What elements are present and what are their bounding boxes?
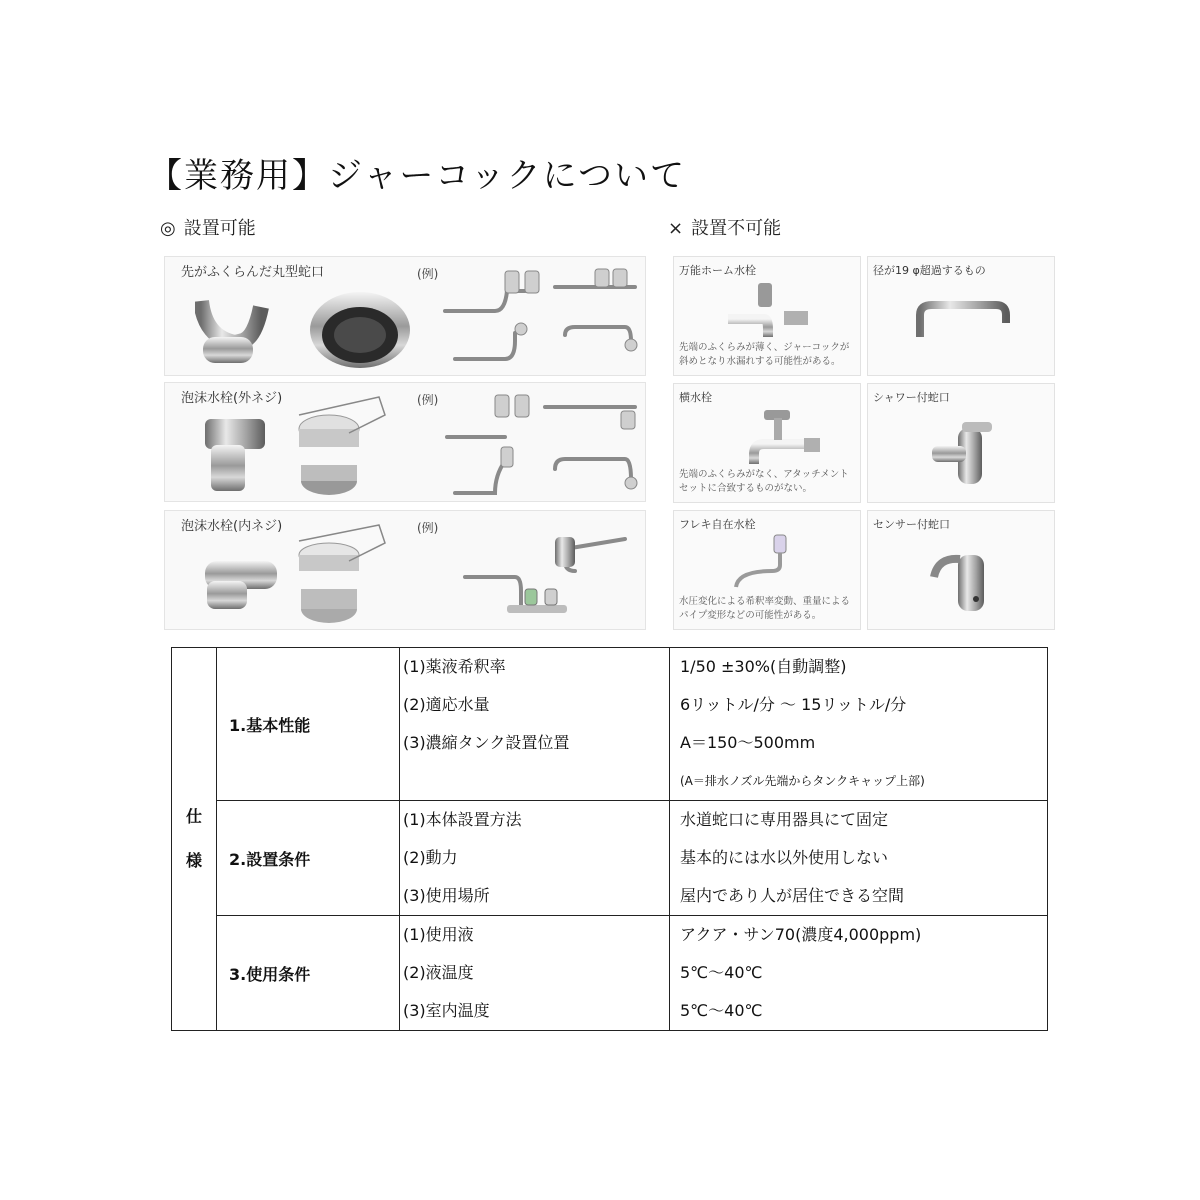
side-faucet-image (734, 406, 824, 466)
spec-value: 水道蛇口に専用器具にて固定 (680, 810, 889, 829)
cell-label: 万能ホーム水栓 (679, 264, 756, 277)
possible-heading-text: 設置可能 (183, 218, 256, 239)
impossible-cell-shower-faucet (867, 383, 1055, 503)
aerator-faucet-image (201, 413, 271, 497)
impossible-cell-side-faucet (673, 383, 861, 503)
panel-label: 泡沫水栓(外ネジ) (181, 391, 283, 406)
large-spout-image (914, 297, 1014, 347)
home-faucet-image (724, 279, 814, 339)
page-title: 【業務用】ジャーコックについて (148, 156, 686, 196)
spec-side-char-2: 様 (185, 851, 202, 870)
shower-faucet-image (928, 420, 998, 490)
spec-value: 屋内であり人が居住できる空間 (680, 886, 905, 905)
spec-value: 1/50 ±30%(自動調整) (680, 657, 847, 676)
spec-item-spacer (400, 762, 669, 800)
aerator-faucet-image (201, 547, 281, 617)
example-label: (例) (417, 393, 439, 407)
double-circle-icon: ◎ (160, 218, 176, 239)
spec-values (670, 916, 1048, 1031)
cell-label: 径が19 φ超過するもの (873, 264, 986, 277)
spec-values (670, 801, 1048, 916)
aerator-outer-thread-image (289, 393, 389, 497)
spec-row-installation (172, 801, 1048, 916)
cell-note: 先端のふくらみが薄く、ジャーコックが斜めとなり水漏れする可能性がある。 (679, 342, 850, 367)
spec-category: 1.基本性能 (217, 648, 400, 801)
example-label: (例) (417, 521, 439, 535)
round-spout-image (195, 297, 275, 369)
cell-label: センサー付蛇口 (873, 518, 950, 531)
spec-value-note: (A＝排水ノズル先端からタンクキャップ上部) (680, 774, 925, 788)
spec-item: (2)動力 (403, 848, 458, 867)
impossible-cell-large-diameter (867, 256, 1055, 376)
spec-values (670, 648, 1048, 801)
spec-side-char-1: 仕 (185, 807, 202, 826)
example-faucets-image (435, 389, 645, 501)
spec-value: 6リットル/分 ～ 15リットル/分 (680, 695, 907, 714)
round-spout-closeup-image (305, 287, 415, 373)
sensor-faucet-image (928, 547, 998, 617)
spec-value: 基本的には水以外使用しない (680, 848, 889, 867)
impossible-heading-text: 設置不可能 (691, 218, 782, 239)
spec-row-usage (172, 916, 1048, 1031)
cell-note: 先端のふくらみがなく、アタッチメントセットに合致するものがない。 (679, 469, 849, 494)
spec-item: (1)使用液 (403, 925, 474, 944)
spec-item: (3)使用場所 (403, 886, 490, 905)
spec-item: (1)本体設置方法 (403, 810, 522, 829)
cell-label: 横水栓 (679, 391, 712, 404)
flexible-faucet-image (730, 531, 810, 595)
spec-value: 5℃～40℃ (680, 963, 763, 982)
example-faucets-image (455, 531, 635, 627)
panel-label: 先がふくらんだ丸型蛇口 (181, 265, 325, 280)
cell-label: フレキ自在水栓 (679, 518, 756, 531)
spec-value: 5℃～40℃ (680, 1001, 763, 1020)
spec-items (400, 801, 670, 916)
spec-items (400, 916, 670, 1031)
spec-item: (3)室内温度 (403, 1001, 490, 1020)
spec-item: (1)薬液希釈率 (403, 657, 506, 676)
spec-items (400, 648, 670, 801)
cell-label: シャワー付蛇口 (873, 391, 950, 404)
example-faucets-image (435, 261, 645, 375)
panel-label: 泡沫水栓(内ネジ) (181, 519, 283, 534)
possible-panel-aerator-outer (164, 382, 646, 502)
spec-category: 2.設置条件 (217, 801, 400, 916)
impossible-cell-flexible-faucet (673, 510, 861, 630)
impossible-heading (668, 214, 781, 240)
possible-panel-round-faucet (164, 256, 646, 376)
spec-value: アクア・サン70(濃度4,000ppm) (680, 925, 922, 944)
spec-item: (2)液温度 (403, 963, 474, 982)
impossible-cell-sensor-faucet (867, 510, 1055, 630)
impossible-cell-home-faucet (673, 256, 861, 376)
spec-item: (2)適応水量 (403, 695, 490, 714)
cross-icon: × (668, 218, 684, 239)
spec-category: 3.使用条件 (217, 916, 400, 1031)
spec-table (171, 647, 1048, 1031)
cell-note: 水圧変化による希釈率変動、重量によるパイプ変形などの可能性がある。 (679, 596, 851, 621)
aerator-inner-thread-image (289, 521, 389, 625)
possible-heading (160, 214, 256, 240)
spec-item: (3)濃縮タンク設置位置 (403, 733, 570, 752)
spec-side-label (172, 648, 217, 1031)
possible-panel-aerator-inner (164, 510, 646, 630)
spec-value: A＝150～500mm (680, 733, 816, 752)
spec-row-basic (172, 648, 1048, 801)
example-label: (例) (417, 267, 439, 281)
